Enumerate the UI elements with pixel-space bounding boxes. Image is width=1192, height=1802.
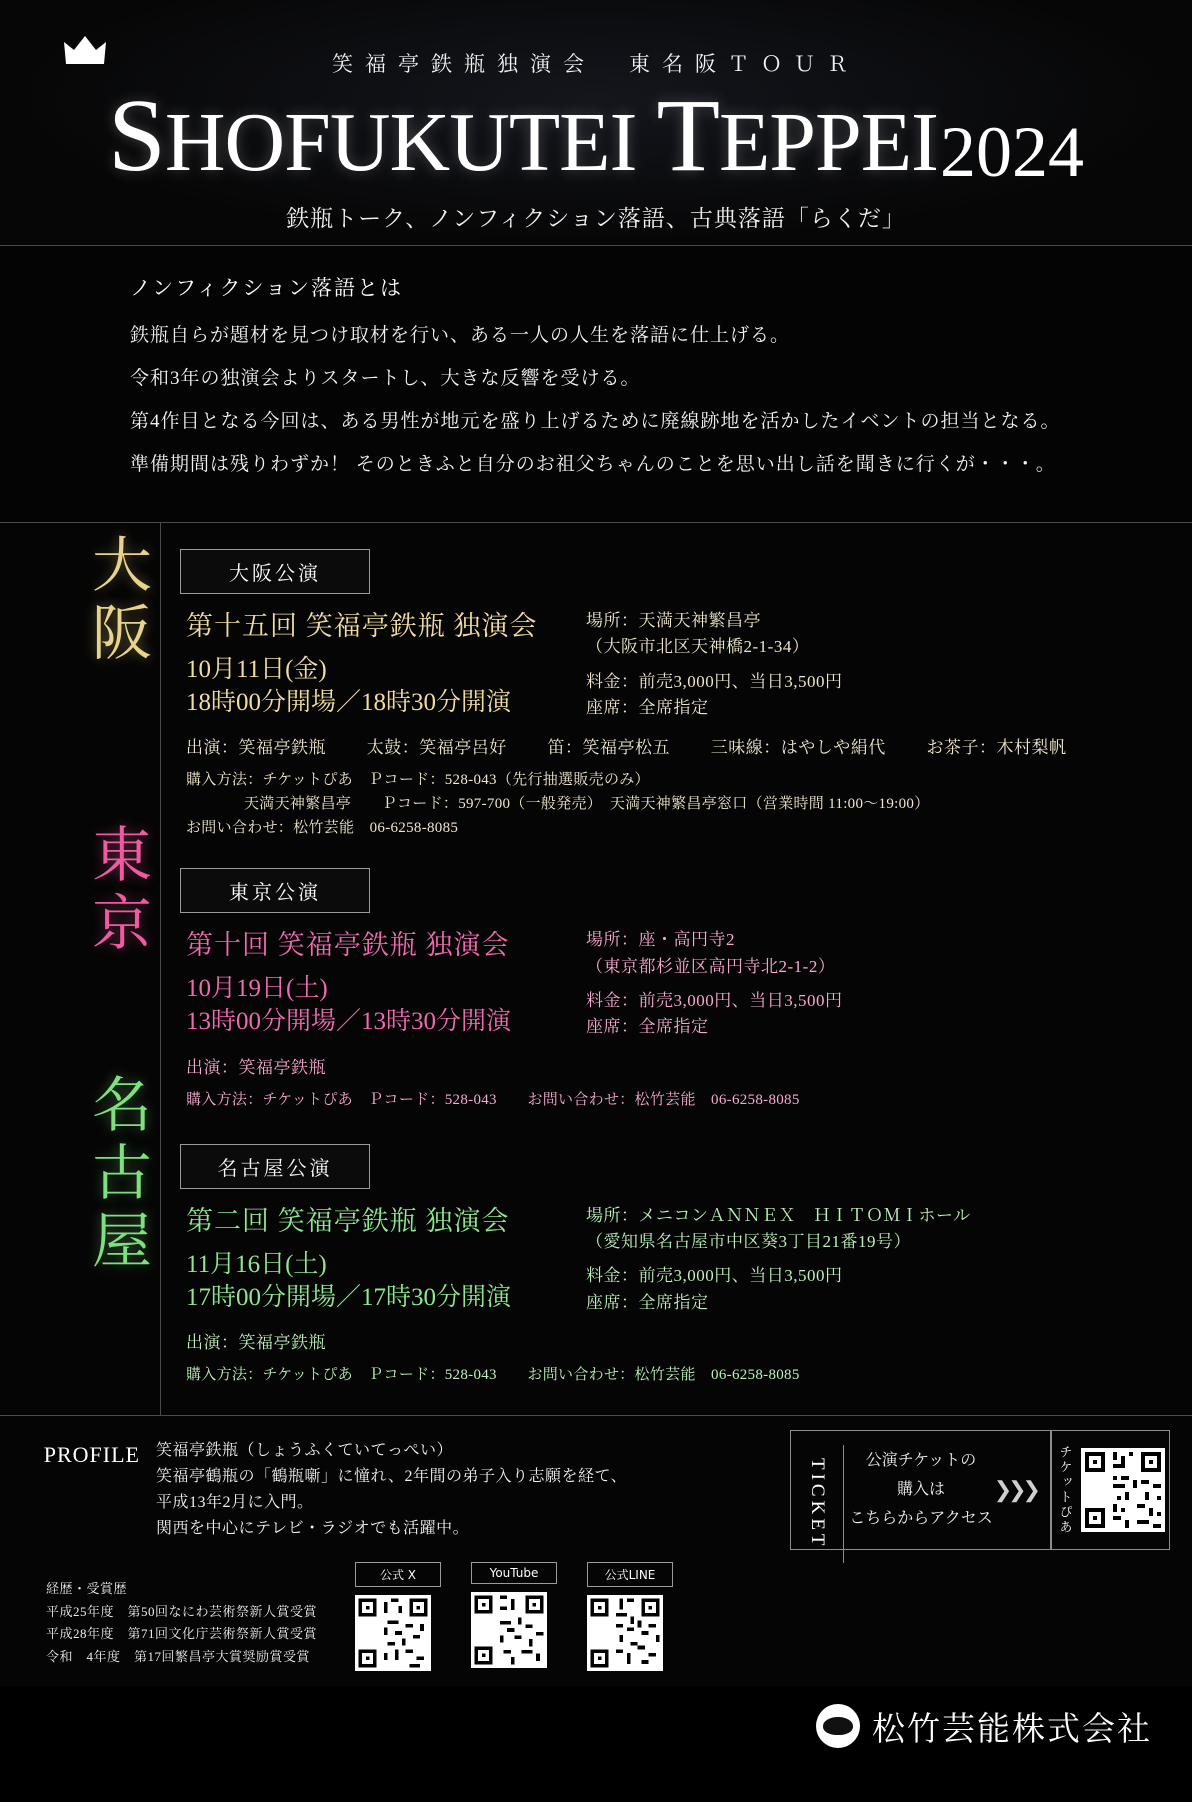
award-row: 平成25年度 第50回なにわ芸術祭新人賞受賞 (46, 1603, 318, 1619)
show-purchase-info (186, 1363, 1192, 1387)
show-time: 13時00分開場／13時30分開演 (186, 1008, 512, 1036)
award-row: 令和 4年度 第17回繁昌亭大賞奨励賞受賞 (46, 1649, 311, 1664)
ticket-qr-box[interactable] (1050, 1430, 1170, 1550)
show-cast (186, 1053, 1192, 1078)
show-badge-tokyo: 東京公演 (180, 868, 370, 913)
profile-line: 笑福亭鶴瓶の「鶴瓶噺」に憧れ、2年間の弟子入り志願を経て、 (156, 1468, 628, 1486)
awards-heading: 経歴・受賞歴 (46, 1580, 128, 1596)
show-time: 17時00分開場／17時30分開演 (186, 1283, 512, 1311)
social-x[interactable] (355, 1562, 441, 1671)
show-date: 11月16日(土) (186, 1250, 327, 1278)
vertical-label-osaka: 大阪 (82, 533, 152, 669)
ticket-line: 公演チケットの (865, 1451, 977, 1469)
social-line[interactable] (587, 1562, 673, 1671)
awards-list (46, 1578, 317, 1669)
show-title: 第二回 笑福亭鉄瓶 独演会 (186, 1205, 510, 1236)
show-time: 18時00分開場／18時30分開演 (186, 689, 512, 716)
show-badge-osaka: 大阪公演 (180, 549, 370, 594)
cast-item: 太鼓：笑福亭呂好 (366, 738, 507, 758)
show-purchase-info (186, 1088, 1192, 1112)
profile-section (0, 1416, 1192, 1552)
shochiku-mark-icon (816, 1704, 860, 1748)
social-x-label: 公式 X (355, 1562, 441, 1587)
title-main: SHOFUKUTEI TEPPEI (107, 78, 939, 193)
ticket-access-box (790, 1430, 1052, 1550)
show-price: 料金：前売3,000円、当日3,500円 (586, 1266, 843, 1286)
cast-item: 笛：笑福亭松五 (547, 738, 670, 758)
show-venue: 場所：メニコンＡＮＮＥＸ ＨＩＴＯＭＩホール (586, 1205, 971, 1225)
show-venue: 場所：天満天神繁昌亭 (586, 611, 761, 630)
social-youtube-label: YouTube (471, 1562, 557, 1584)
intro-section (0, 246, 1192, 523)
company-logo (816, 1703, 1152, 1750)
purchase-line: 購入方法：チケットぴあ Ｐコード：528-043（先行抽選販売のみ） (186, 772, 650, 789)
intro-heading: ノンフィクション落語とは (130, 276, 404, 300)
show-badge-nagoya: 名古屋公演 (180, 1144, 370, 1189)
poster-header (0, 0, 1192, 246)
show-seat: 座席：全席指定 (586, 698, 709, 718)
show-seat: 座席：全席指定 (586, 1017, 709, 1037)
show-venue-address: （東京都杉並区高円寺北2-1-2） (586, 956, 836, 976)
qr-code-line[interactable] (587, 1595, 673, 1671)
crown-icon (62, 34, 108, 68)
profile-label: PROFILE (43, 1442, 140, 1468)
intro-line: 鉄瓶自らが題材を見つけ取材を行い、ある一人の人生を落語に仕上げる。 (130, 325, 791, 346)
social-line-label: 公式LINE (587, 1562, 673, 1587)
purchase-line: 天満天神繁昌亭 Ｐコード：597-700（一般発売） 天満天神繁昌亭窓口（営業時間 11:00〜19:00） (244, 796, 930, 813)
show-purchase-info (186, 768, 1192, 840)
ticket-label: TICKET (791, 1445, 844, 1563)
show-block-osaka (168, 541, 1192, 846)
tour-line: 笑福亭鉄瓶独演会 東名阪ＴＯＵＲ (332, 52, 860, 76)
profile-line: 笑福亭鉄瓶（しょうふくていてっぺい） (156, 1442, 454, 1460)
show-price: 料金：前売3,000円、当日3,500円 (586, 671, 843, 691)
poster-footer (0, 1552, 1192, 1802)
qr-code-x[interactable] (355, 1595, 441, 1671)
vertical-label-tokyo: 東京 (82, 823, 152, 959)
cast-item: 出演：笑福亭鉄瓶 (186, 1333, 326, 1353)
qr-code-youtube[interactable] (471, 1592, 557, 1668)
company-name: 松竹芸能株式会社 (872, 1711, 1152, 1748)
show-cast (186, 733, 1192, 758)
show-cast (186, 1328, 1192, 1353)
chevron-right-icon: ❯❯❯ (993, 1477, 1037, 1503)
profile-line: 関西を中心にテレビ・ラジオでも活躍中。 (156, 1519, 470, 1537)
show-title: 第十回 笑福亭鉄瓶 独演会 (186, 930, 510, 961)
subtitle-line: 鉄瓶トーク、ノンフィクション落語、古典落語「らくだ」 (286, 206, 906, 231)
ticket-instructions (849, 1447, 993, 1533)
purchase-line: 購入方法：チケットぴあ Ｐコード：528-043 お問い合わせ：松竹芸能 06-6258-8085 (186, 1367, 800, 1384)
intro-line: 準備期間は残りわずか！ そのときふと自分のお祖父ちゃんのことを思い出し話を聞きに行くが・・・。 (130, 454, 1056, 475)
show-venue-address: （大阪市北区天神橋2-1-34） (586, 637, 810, 657)
show-date: 10月19日(土) (186, 975, 328, 1003)
show-block-nagoya (168, 1136, 1192, 1393)
ticket-qr-label: チケットぴあ (1057, 1445, 1073, 1536)
purchase-line: 購入方法：チケットぴあ Ｐコード：528-043 お問い合わせ：松竹芸能 06-6258-8085 (186, 1091, 800, 1108)
ticket-line: こちらからアクセス (849, 1509, 993, 1527)
show-price: 料金：前売3,000円、当日3,500円 (586, 991, 843, 1011)
social-links (355, 1562, 673, 1671)
cast-item: 三味線：はやしや絹代 (710, 738, 886, 758)
shows-section (0, 523, 1192, 1416)
cast-item: 出演：笑福亭鉄瓶 (186, 1057, 326, 1077)
show-venue: 場所：座・高円寺2 (586, 930, 735, 950)
show-block-tokyo (168, 860, 1192, 1117)
cast-item: 出演：笑福亭鉄瓶 (186, 738, 326, 758)
profile-text (156, 1438, 627, 1542)
contact-line: お問い合わせ：松竹芸能 06-6258-8085 (186, 820, 459, 837)
profile-line: 平成13年2月に入門。 (156, 1493, 314, 1511)
show-title: 第十五回 笑福亭鉄瓶 独演会 (186, 611, 538, 641)
show-venue-address: （愛知県名古屋市中区葵3丁目21番19号） (586, 1232, 911, 1252)
intro-line: 第4作目となる今回は、ある男性が地元を盛り上げるために廃線跡地を活かしたイベントの担当となる。 (130, 411, 1061, 432)
cast-item: お茶子：木村梨帆 (926, 738, 1067, 758)
award-row: 平成28年度 第71回文化庁芸術祭新人賞受賞 (46, 1626, 318, 1642)
vertical-label-nagoya: 名古屋 (82, 1073, 152, 1277)
social-youtube[interactable] (471, 1562, 557, 1671)
show-date: 10月11日(金) (186, 656, 327, 683)
ticket-line: 購入は (896, 1480, 945, 1498)
qr-code-ticket[interactable] (1081, 1448, 1165, 1532)
title-wrap (0, 78, 1192, 193)
show-seat: 座席：全席指定 (586, 1292, 709, 1312)
intro-line: 令和3年の独演会よりスタートし、大きな反響を受ける。 (130, 368, 641, 389)
title-year: 2024 (940, 112, 1085, 192)
